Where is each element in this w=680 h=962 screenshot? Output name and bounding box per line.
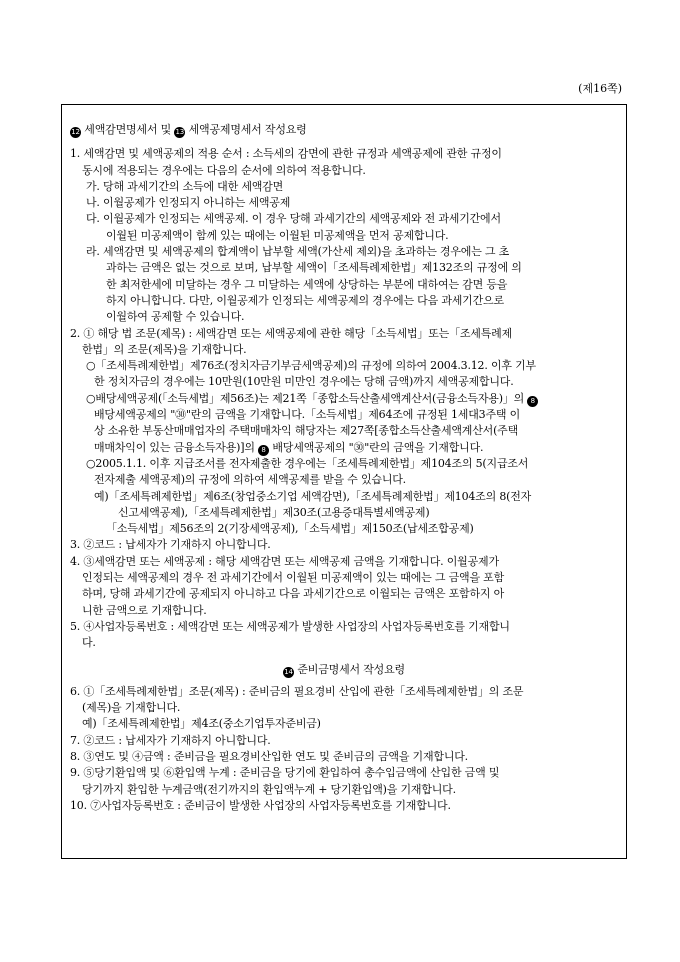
paragraph-line: 7. ②코드 : 납세자가 기재하지 아니합니다. xyxy=(70,733,271,747)
paragraph-line: 1. 세액감면 및 세액공제의 적용 순서 : 소득세의 감면에 관한 규정과 세액공제에 관한 규정이 xyxy=(70,147,502,161)
paragraph-line xyxy=(70,391,618,407)
paragraph-line: 한 최저한세에 미달하는 경우 그 미달하는 세액에 상당하는 부분에 대하여는 감면 등을 xyxy=(106,277,508,291)
paragraph-line: 이월된 미공제액이 함께 있는 때에는 이월된 미공제액을 먼저 공제합니다. xyxy=(106,228,449,242)
section-title xyxy=(70,122,618,138)
paragraph-line: 6. ①「조세특례제한법」조문(제목) : 준비금의 필요경비 산입에 관한「조세특례제한법」의 조문 xyxy=(70,684,524,698)
paragraph-line: (제목)을 기재합니다. xyxy=(82,701,181,715)
section-number-badge: 12 xyxy=(71,128,80,136)
paragraph-line: 한 정치자금의 경우에는 10만원(10만원 미만인 경우에는 당해 금액)까지 세액공제합니다. xyxy=(94,375,514,389)
paragraph-line: 3. ②코드 : 납세자가 기재하지 아니합니다. xyxy=(70,538,271,552)
paragraph-line: 인정되는 세액공제의 경우 전 과세기간에서 이월된 미공제액이 있는 때에는 그 금액을 포함 xyxy=(82,571,505,585)
paragraph-line: 다. xyxy=(82,636,96,650)
paragraph-line: 예)「조세특례제한법」제6조(창업중소기업 세액감면),「조세특례제한법」제104조의 8(전자 xyxy=(94,489,532,503)
paragraph-line: 이월하여 공제할 수 있습니다. xyxy=(106,310,245,324)
paragraph-text: ○배당세액공제(「소득세법」제56조)는 제21쪽「종합소득산출세액계산서(금융소득자용)」의 xyxy=(86,391,525,405)
paragraph-line: ○2005.1.1. 이후 지급조서를 전자제출한 경우에는「조세특례제한법」제104조의 5(지급조서 xyxy=(86,456,529,470)
paragraph-line: 8. ③연도 및 ④금액 : 준비금을 필요경비산입한 연도 및 준비금의 금액을 기재합니다. xyxy=(70,749,468,763)
paragraph-line: 한법」의 조문(제목)을 기재합니다. xyxy=(82,342,247,356)
section-title-text: 준비금명세서 작성요령 xyxy=(297,662,405,676)
paragraph-line: 예)「조세특례제한법」제4조(중소기업투자준비금) xyxy=(82,717,321,731)
paragraph-line xyxy=(70,440,618,456)
paragraph-line: 배당세액공제의 "㉚"란의 금액을 기재합니다.「소득세법」제64조에 규정된 1세대3주택 이 xyxy=(94,408,521,422)
section-title-text: 세액감면명세서 및 xyxy=(84,123,172,136)
section-number-badge: 8 xyxy=(527,396,538,407)
section-number-badge: 8 xyxy=(258,445,269,456)
paragraph-line: 가. 당해 과세기간의 소득에 대한 세액감면 xyxy=(86,179,284,193)
paragraph-line: 10. ⑦사업자등록번호 : 준비금이 발생한 사업장의 사업자등록번호를 기재합니다. xyxy=(70,798,451,812)
paragraph-text: 매매차익이 있는 금융소득자용)]의 xyxy=(94,440,255,454)
paragraph-line: 신고세액공제),「조세특례제한법」제30조(고용증대특별세액공제) xyxy=(118,505,430,519)
paragraph-line: 전자제출 세액공제)의 규정에 의하여 세액공제를 받을 수 있습니다. xyxy=(94,473,406,487)
paragraph-line: 상 소유한 부동산매매업자의 주택매매차익 해당자는 제27쪽[종합소득산출세액계산서(주택 xyxy=(94,424,519,438)
paragraph-line: 당기까지 환입한 누계금액(전기까지의 환입액누계 + 당기환입액)을 기재합니다. xyxy=(82,782,456,796)
section-number-badge: 13 xyxy=(175,128,185,136)
paragraph-text: 배당세액공제의 "㉚"란의 금액을 기재합니다. xyxy=(272,440,484,454)
paragraph-line: 나. 이월공제가 인정되지 아니하는 세액공제 xyxy=(86,196,291,210)
paragraph-line: ○「조세특례제한법」제76조(정치자금기부금세액공제)의 규정에 의하여 2004.3.12. 이후 기부 xyxy=(86,359,536,373)
document-body xyxy=(70,122,618,814)
paragraph-line: 「소득세법」제56조의 2(기장세액공제),「소득세법」제150조(납세조합공제) xyxy=(106,522,474,536)
section-number-badge: 14 xyxy=(284,667,293,676)
paragraph-line: 하지 아니합니다. 다만, 이월공제가 인정되는 세액공제의 경우에는 다음 과세기간으로 xyxy=(106,293,504,307)
paragraph-line: 다. 이월공제가 인정되는 세액공제. 이 경우 당해 과세기간의 세액공제와 전 과세기간에서 xyxy=(86,212,501,226)
section-title-text: 세액공제명세서 작성요령 xyxy=(188,123,307,136)
paragraph-line: 라. 세액감면 및 세액공제의 합계액이 납부할 세액(가산세 제외)을 초과하는 경우에는 그 초 xyxy=(86,245,510,259)
section-title xyxy=(70,662,618,678)
paragraph-line: 하며, 당해 과세기간에 공제되지 아니하고 다음 과세기간으로 이월되는 금액은 포함하지 아 xyxy=(82,587,505,601)
page-number: (제16쪽) xyxy=(578,82,622,95)
paragraph-line: 9. ⑤당기환입액 및 ⑥환입액 누계 : 준비금을 당기에 환입하여 총수입금액에 산입한 금액 및 xyxy=(70,766,500,780)
paragraph-line: 동시에 적용되는 경우에는 다음의 순서에 의하여 적용합니다. xyxy=(82,163,366,177)
paragraph-line: 4. ③세액감면 또는 세액공제 : 해당 세액감면 또는 세액공제 금액을 기재합니다. 이월공제가 xyxy=(70,554,499,568)
paragraph-line: 5. ④사업자등록번호 : 세액감면 또는 세액공제가 발생한 사업장의 사업자등록번호를 기재합니 xyxy=(70,619,510,633)
paragraph-line: 니한 금액으로 기재합니다. xyxy=(82,603,207,617)
paragraph-line: 2. ① 해당 법 조문(제목) : 세액감면 또는 세액공제에 관한 해당「소득세법」또는「조세특례제 xyxy=(70,326,513,340)
paragraph-line: 과하는 금액은 없는 것으로 보며, 납부할 세액이「조세특례제한법」제132조의 규정에 의 xyxy=(106,261,522,275)
